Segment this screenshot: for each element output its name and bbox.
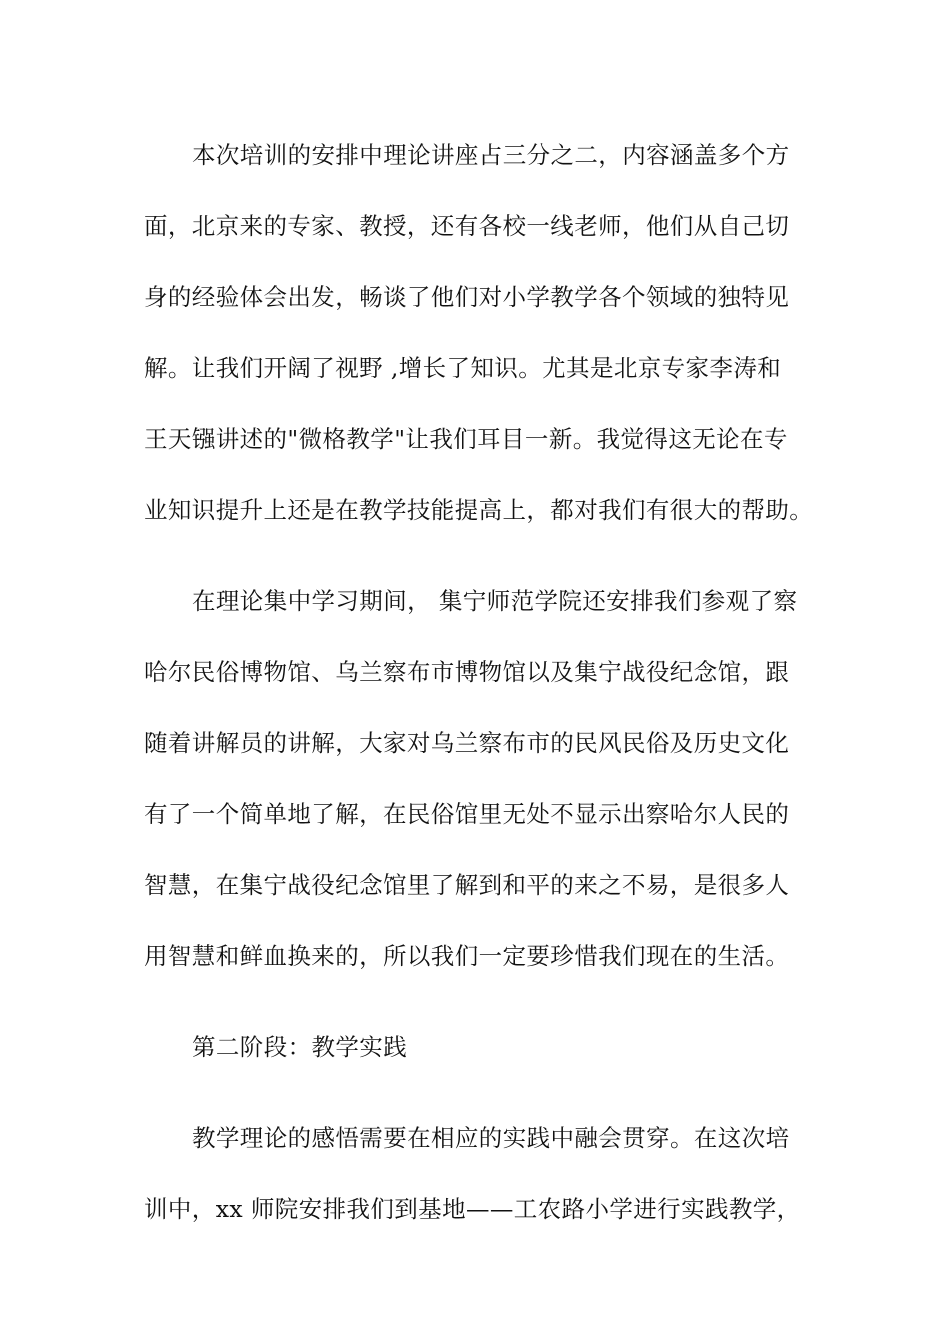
paragraph-2-line-2: 哈尔民俗博物馆、乌兰察布市博物馆以及集宁战役纪念馆，跟 (144, 658, 790, 686)
paragraph-1-line-6: 业知识提升上还是在教学技能提高上，都对我们有很大的帮助。 (144, 496, 814, 524)
paragraph-2-line-5: 智慧，在集宁战役纪念馆里了解到和平的来之不易，是很多人 (144, 871, 790, 899)
paragraph-1-line-3: 身的经验体会出发，畅谈了他们对小学教学各个领域的独特见 (144, 283, 790, 311)
paragraph-1-line-5: 王天镪讲述的"微格教学"让我们耳目一新。我觉得这无论在专 (144, 425, 788, 453)
paragraph-2-line-1: 在理论集中学习期间， 集宁师范学院还安排我们参观了察 (192, 587, 798, 615)
section-heading: 第二阶段：教学实践 (192, 1033, 408, 1061)
paragraph-3-line-2: 训中，xx 师院安排我们到基地——工农路小学进行实践教学， (144, 1195, 801, 1223)
paragraph-1-line-1: 本次培训的安排中理论讲座占三分之二，内容涵盖多个方 (192, 141, 790, 169)
paragraph-1-line-2: 面，北京来的专家、教授，还有各校一线老师，他们从自己切 (144, 212, 790, 240)
paragraph-2-line-6: 用智慧和鲜血换来的，所以我们一定要珍惜我们现在的生活。 (144, 942, 790, 970)
paragraph-3-line-1: 教学理论的感悟需要在相应的实践中融会贯穿。在这次培 (192, 1124, 790, 1152)
paragraph-2-line-4: 有了一个简单地了解，在民俗馆里无处不显示出察哈尔人民的 (144, 800, 790, 828)
paragraph-1-line-4: 解。让我们开阔了视野 ,增长了知识。尤其是北京专家李涛和 (144, 354, 782, 382)
paragraph-2-line-3: 随着讲解员的讲解，大家对乌兰察布市的民风民俗及历史文化 (144, 729, 790, 757)
